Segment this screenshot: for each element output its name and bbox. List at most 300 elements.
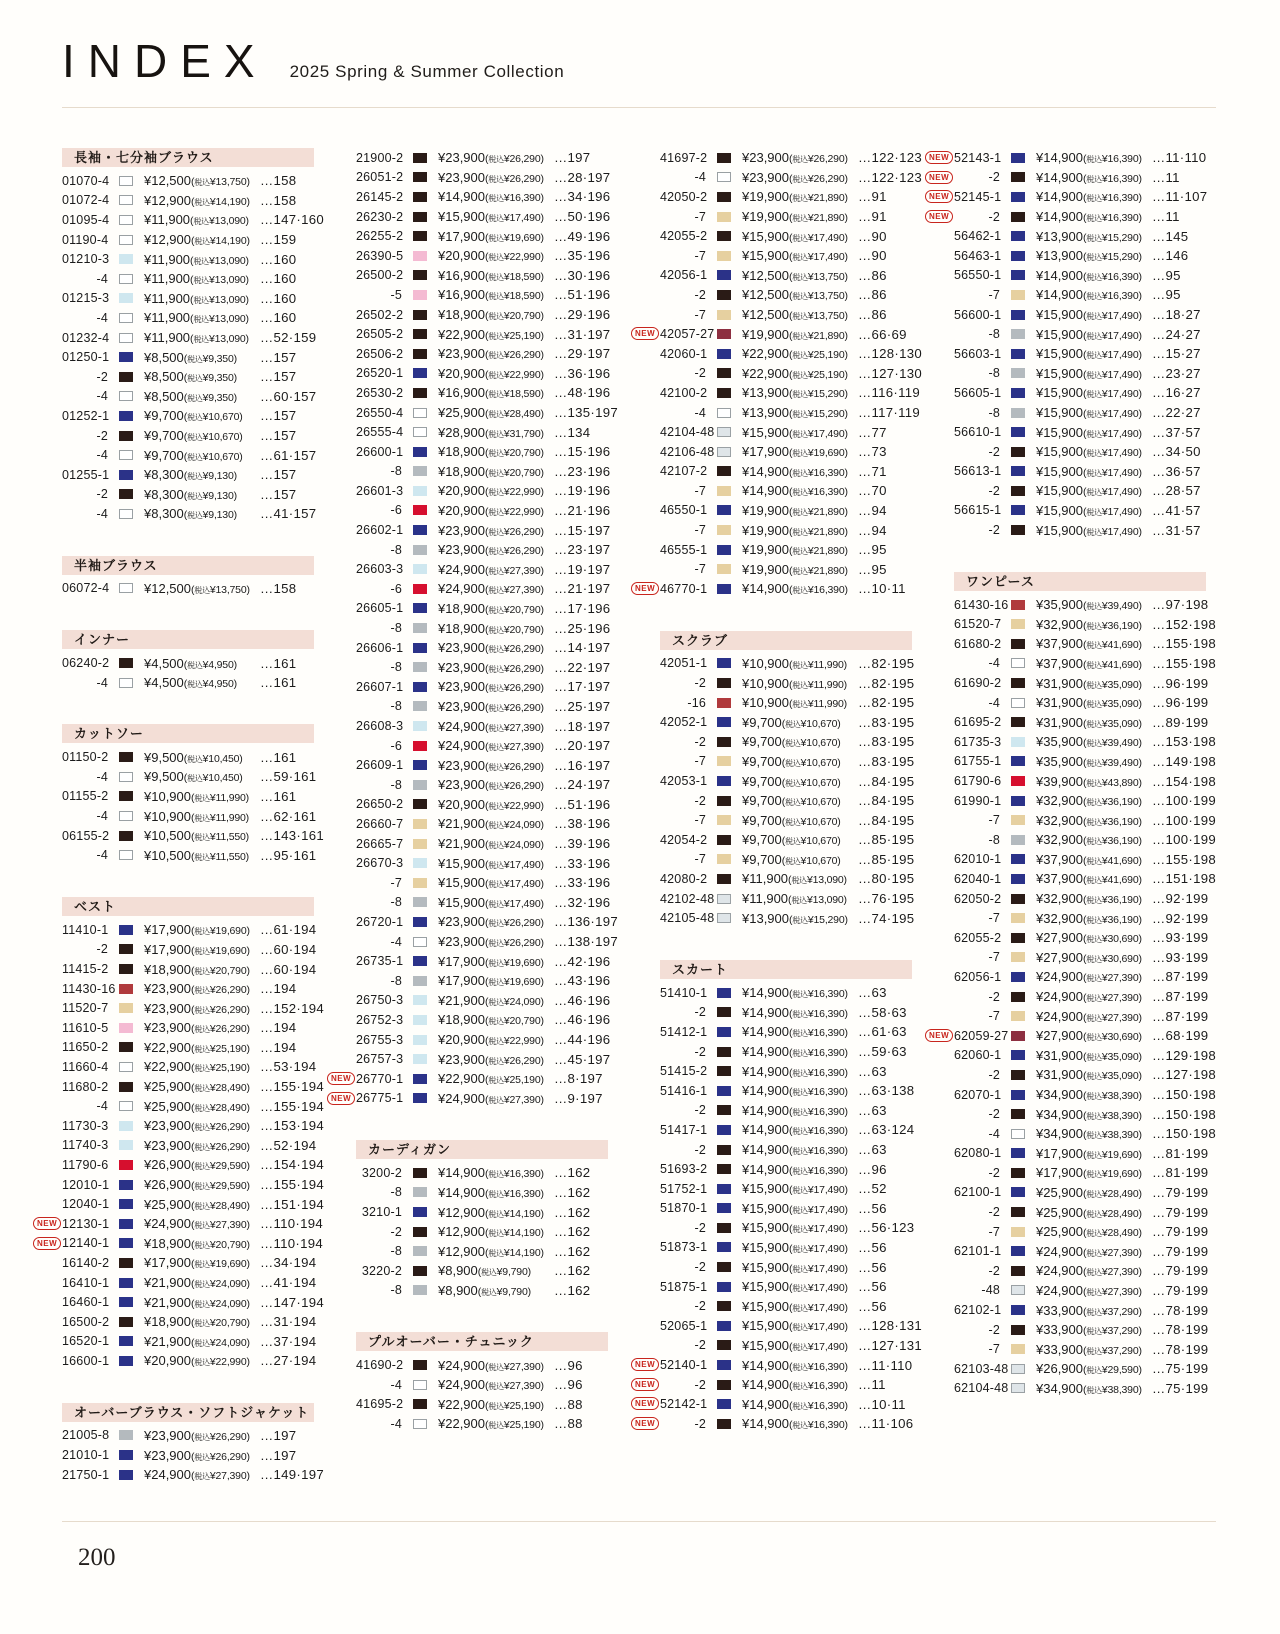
product-code: 11610-5 <box>62 1020 109 1035</box>
product-code: -8 <box>390 660 402 675</box>
product-row <box>37 1214 324 1234</box>
page-refs: …59·161 <box>260 769 317 785</box>
product-row <box>954 673 1209 693</box>
price: ¥15,900(税込¥17,490) <box>742 1259 848 1275</box>
product-row <box>954 344 1206 364</box>
product-row <box>62 367 314 387</box>
product-code: 42060-1 <box>660 346 708 361</box>
product-row <box>62 673 314 693</box>
color-swatch-navy <box>1011 153 1025 163</box>
new-badge: NEW <box>925 171 953 184</box>
product-row <box>62 1273 317 1293</box>
price: ¥11,900(税込¥13,090) <box>144 212 249 228</box>
tax-included-price: (税込¥27,390) <box>1083 1011 1142 1024</box>
color-swatch-black <box>1011 1168 1025 1178</box>
page-refs: …37·194 <box>260 1333 317 1349</box>
tax-label: 税込 <box>1086 1366 1102 1376</box>
tax-label: 税込 <box>488 978 504 988</box>
product-row <box>660 364 922 384</box>
product-row <box>660 501 912 521</box>
color-swatch-black <box>1011 639 1025 649</box>
tax-label: 税込 <box>488 1056 504 1066</box>
page-refs: …50·196 <box>554 209 611 225</box>
product-row <box>356 991 611 1011</box>
tax-label: 税込 <box>1086 1209 1102 1219</box>
tax-included-price: (税込¥26,290) <box>789 153 848 166</box>
product-code: 01215-3 <box>62 291 110 306</box>
product-code: 06072-4 <box>62 581 110 596</box>
price: ¥20,900(税込¥22,990) <box>438 796 544 812</box>
product-row <box>356 736 611 756</box>
tax-included-price: (税込¥26,290) <box>789 172 848 185</box>
color-swatch-tan <box>717 486 731 496</box>
product-row <box>62 1038 314 1058</box>
product-row <box>62 426 314 446</box>
price: ¥10,500(税込¥11,550) <box>144 828 249 844</box>
color-swatch-navy <box>717 1086 731 1096</box>
tax-label: 税込 <box>1086 837 1102 847</box>
price: ¥23,900(税込¥26,290) <box>144 1137 250 1153</box>
tax-included-price: (税込¥27,390) <box>485 721 544 734</box>
tax-included-price: (税込¥14,190) <box>485 1246 544 1259</box>
color-swatch-brick <box>717 698 731 708</box>
color-swatch-white <box>119 391 133 401</box>
product-code: 51870-1 <box>660 1201 708 1216</box>
tax-included-price: (税込¥11,550) <box>191 831 249 844</box>
price: ¥20,900(税込¥22,990) <box>438 365 544 381</box>
tax-included-price: (税込¥26,290) <box>485 682 544 695</box>
tax-included-price: (税込¥9,350) <box>183 391 237 404</box>
product-code: 51417-1 <box>660 1122 708 1137</box>
tax-label: 税込 <box>1086 896 1102 906</box>
color-swatch-black <box>717 1419 731 1429</box>
color-swatch-navy <box>1011 466 1025 476</box>
color-swatch-black <box>717 388 731 398</box>
tax-label: 税込 <box>488 351 504 361</box>
product-code: 06155-2 <box>62 828 110 843</box>
product-code: 26607-1 <box>356 679 404 694</box>
tax-included-price: (税込¥15,290) <box>789 388 848 401</box>
color-swatch-white <box>119 678 133 688</box>
tax-included-price: (税込¥17,490) <box>789 231 848 244</box>
price: ¥20,900(税込¥22,990) <box>438 248 544 264</box>
section-header: プルオーバー・チュニック <box>356 1332 608 1351</box>
tax-label: 税込 <box>193 315 209 325</box>
product-row <box>356 1202 608 1222</box>
color-swatch-navy <box>717 1184 731 1194</box>
page-refs: …155·198 <box>1152 851 1216 867</box>
page-refs: …86 <box>858 287 887 303</box>
tax-label: 税込 <box>1086 1092 1102 1102</box>
product-row <box>356 1394 608 1414</box>
product-row <box>929 1026 1209 1046</box>
product-row <box>954 752 1216 772</box>
product-code: 51416-1 <box>660 1083 708 1098</box>
product-row <box>356 462 611 482</box>
page-refs: …161 <box>260 788 297 804</box>
tax-included-price: (税込¥10,670) <box>781 717 841 730</box>
product-code: -7 <box>694 813 706 828</box>
color-swatch-black <box>119 1042 133 1052</box>
page-refs: …157 <box>260 428 297 444</box>
tax-label: 税込 <box>792 586 808 596</box>
color-swatch-tan <box>717 525 731 535</box>
product-code: -2 <box>694 366 706 381</box>
tax-label: 税込 <box>792 1049 808 1059</box>
tax-included-price: (税込¥19,690) <box>485 956 544 969</box>
tax-label: 税込 <box>193 217 209 227</box>
product-row <box>356 893 611 913</box>
new-badge: NEW <box>631 327 659 340</box>
color-swatch-navy <box>119 1199 133 1209</box>
product-code: -2 <box>988 1067 1000 1082</box>
price: ¥14,900(税込¥16,390) <box>1036 287 1142 303</box>
color-swatch-white <box>1011 658 1025 668</box>
page-refs: …154·194 <box>260 1157 324 1173</box>
page-refs: …79·199 <box>1152 1243 1209 1259</box>
tax-included-price: (税込¥10,670) <box>781 815 841 828</box>
tax-label: 税込 <box>488 958 504 968</box>
page-refs: …23·197 <box>554 542 611 558</box>
price: ¥33,900(税込¥37,290) <box>1036 1302 1142 1318</box>
color-swatch-tan <box>1011 1227 1025 1237</box>
product-code: -4 <box>96 506 108 521</box>
product-code: 01190-4 <box>62 232 109 247</box>
tax-label: 税込 <box>1086 253 1102 263</box>
product-row <box>954 634 1216 654</box>
product-row <box>356 305 611 325</box>
color-swatch-navy <box>413 525 427 535</box>
color-swatch-gray <box>1011 329 1025 339</box>
product-code: 42057-27 <box>660 327 715 342</box>
product-code: -6 <box>390 581 402 596</box>
page-refs: …96·199 <box>1152 675 1209 691</box>
product-row <box>954 403 1206 423</box>
page-refs: …159 <box>260 232 297 248</box>
page-refs: …157 <box>260 486 297 502</box>
product-code: 11430-16 <box>62 981 116 996</box>
product-code: -7 <box>988 1009 1000 1024</box>
page-refs: …81·199 <box>1152 1145 1209 1161</box>
product-row <box>356 148 608 168</box>
color-swatch-navy <box>717 1399 731 1409</box>
product-code: 26602-1 <box>356 523 404 538</box>
new-badge: NEW <box>631 1397 659 1410</box>
price: ¥39,900(税込¥43,890) <box>1036 773 1142 789</box>
page-refs: …17·197 <box>554 679 611 695</box>
tax-label: 税込 <box>1086 194 1102 204</box>
tax-included-price: (税込¥19,690) <box>191 1258 250 1271</box>
product-code: 42106-48 <box>660 444 715 459</box>
product-code: 41697-2 <box>660 150 708 165</box>
color-swatch-white <box>119 1101 133 1111</box>
tax-label: 税込 <box>187 393 203 403</box>
product-row <box>954 595 1209 615</box>
product-code: -8 <box>390 542 402 557</box>
tax-label: 税込 <box>1086 174 1102 184</box>
product-code: 01150-2 <box>62 750 109 765</box>
page-refs: …46·196 <box>554 992 611 1008</box>
tax-label: 税込 <box>1086 429 1102 439</box>
page-refs: …73 <box>858 444 887 460</box>
page-refs: …58·63 <box>858 1004 907 1020</box>
tax-label: 税込 <box>792 1342 808 1352</box>
color-swatch-tan <box>413 878 427 888</box>
page-refs: …155·194 <box>260 1098 324 1114</box>
price: ¥10,900(税込¥11,990) <box>144 788 249 804</box>
tax-included-price: (税込¥13,090) <box>190 293 249 306</box>
page-refs: …150·198 <box>1152 1106 1216 1122</box>
product-row <box>929 207 1206 227</box>
tax-included-price: (税込¥13,090) <box>190 313 249 326</box>
product-row <box>954 1163 1209 1183</box>
price: ¥11,900(税込¥13,090) <box>144 310 249 326</box>
page-refs: …150·198 <box>1152 1126 1216 1142</box>
tax-included-price: (税込¥29,590) <box>191 1180 250 1193</box>
tax-label: 税込 <box>488 625 504 635</box>
product-row <box>62 308 314 328</box>
tax-label: 税込 <box>194 1064 210 1074</box>
tax-label: 税込 <box>488 664 504 674</box>
tax-included-price: (税込¥17,490) <box>1083 329 1142 342</box>
color-swatch-white <box>717 172 731 182</box>
product-code: -7 <box>988 287 1000 302</box>
color-swatch-white <box>119 215 133 225</box>
product-row <box>635 1394 912 1414</box>
page-refs: …129·198 <box>1152 1047 1216 1063</box>
tax-included-price: (税込¥17,490) <box>1083 427 1142 440</box>
page-refs: …78·199 <box>1152 1341 1209 1357</box>
tax-label: 税込 <box>1086 641 1102 651</box>
tax-included-price: (税込¥17,490) <box>485 878 544 891</box>
price: ¥17,900(税込¥19,690) <box>144 1255 250 1271</box>
color-swatch-red <box>413 584 427 594</box>
new-badge: NEW <box>925 151 953 164</box>
product-row <box>660 771 915 791</box>
color-swatch-black <box>119 658 133 668</box>
product-code: -7 <box>694 209 706 224</box>
page-refs: …96·199 <box>1152 695 1209 711</box>
tax-included-price: (税込¥16,390) <box>789 1125 848 1138</box>
color-swatch-ltblue <box>413 486 427 496</box>
product-code: 62100-1 <box>954 1185 1002 1200</box>
product-row <box>660 810 915 830</box>
product-code: 21750-1 <box>62 1467 110 1482</box>
product-code: -2 <box>988 170 1000 185</box>
tax-included-price: (税込¥35,090) <box>1083 678 1142 691</box>
product-code: 26502-2 <box>356 307 404 322</box>
color-swatch-black <box>413 1266 427 1276</box>
color-swatch-navy <box>413 1207 427 1217</box>
tax-included-price: (税込¥39,490) <box>1083 737 1142 750</box>
color-swatch-black <box>717 192 731 202</box>
tax-included-price: (税込¥10,670) <box>781 835 841 848</box>
tax-label: 税込 <box>488 1076 504 1086</box>
page-refs: …63·124 <box>858 1122 915 1138</box>
price: ¥15,900(税込¥17,490) <box>1036 346 1142 362</box>
product-row <box>356 1222 608 1242</box>
tax-included-price: (税込¥16,390) <box>485 192 544 205</box>
product-code: 01250-1 <box>62 350 110 365</box>
tax-included-price: (税込¥41,690) <box>1083 874 1142 887</box>
product-code: 26665-7 <box>356 836 404 851</box>
product-code: 62059-27 <box>954 1028 1009 1043</box>
price: ¥35,900(税込¥39,490) <box>1036 734 1142 750</box>
tax-included-price: (税込¥16,390) <box>789 1380 848 1393</box>
price: ¥9,500(税込¥10,450) <box>144 769 243 785</box>
page-refs: …86 <box>858 267 887 283</box>
footer-rule <box>62 1521 1216 1522</box>
product-code: -8 <box>390 1283 402 1298</box>
tax-included-price: (税込¥16,390) <box>1083 290 1142 303</box>
product-code: 26500-2 <box>356 268 404 283</box>
color-swatch-black <box>413 329 427 339</box>
price: ¥34,900(税込¥38,390) <box>1036 1106 1142 1122</box>
product-row <box>660 1296 912 1316</box>
page-refs: …34·196 <box>554 189 611 205</box>
page-refs: …23·196 <box>554 463 611 479</box>
product-code: 26720-1 <box>356 914 404 929</box>
color-swatch-black <box>717 1105 731 1115</box>
tax-label: 税込 <box>488 566 504 576</box>
product-row <box>660 1042 912 1062</box>
price: ¥14,900(税込¥16,390) <box>742 463 848 479</box>
color-swatch-gray <box>119 1430 133 1440</box>
price: ¥9,700(税込¥10,670) <box>742 773 841 789</box>
tax-label: 税込 <box>1086 468 1102 478</box>
product-row <box>954 226 1206 246</box>
tax-label: 税込 <box>792 507 808 517</box>
tax-included-price: (税込¥27,390) <box>1083 1285 1142 1298</box>
tax-label: 税込 <box>488 1209 504 1219</box>
product-code: 62102-1 <box>954 1303 1002 1318</box>
color-swatch-black <box>1011 212 1025 222</box>
tax-label: 税込 <box>488 919 504 929</box>
color-swatch-black <box>717 1301 731 1311</box>
page-refs: …28·57 <box>1152 483 1201 499</box>
color-swatch-ltblue <box>413 564 427 574</box>
index-column <box>929 148 1216 1398</box>
color-swatch-black <box>1011 1207 1025 1217</box>
tax-included-price: (税込¥43,890) <box>1083 776 1142 789</box>
product-code: 41690-2 <box>356 1358 404 1373</box>
product-code: -2 <box>694 287 706 302</box>
product-row <box>660 869 915 889</box>
product-row <box>660 654 915 674</box>
product-row <box>62 826 324 846</box>
tax-included-price: (税込¥16,390) <box>789 1047 848 1060</box>
color-swatch-white <box>413 1380 427 1390</box>
product-code: 51693-2 <box>660 1162 708 1177</box>
product-row <box>954 501 1206 521</box>
product-row <box>356 1049 611 1069</box>
tax-included-price: (税込¥29,590) <box>1083 1364 1142 1377</box>
page-refs: …154·198 <box>1152 773 1216 789</box>
tax-label: 税込 <box>792 370 808 380</box>
tax-included-price: (税込¥22,990) <box>485 368 544 381</box>
product-row <box>356 540 611 560</box>
page-refs: …96 <box>554 1377 583 1393</box>
tax-label: 税込 <box>792 1421 808 1431</box>
color-swatch-ltblue <box>413 1035 427 1045</box>
price: ¥15,900(税込¥17,490) <box>742 1220 848 1236</box>
color-swatch-red <box>413 741 427 751</box>
product-code: 26230-2 <box>356 209 404 224</box>
product-code: -2 <box>694 734 706 749</box>
tax-included-price: (税込¥13,090) <box>190 333 249 346</box>
tax-included-price: (税込¥20,790) <box>485 623 544 636</box>
tax-included-price: (税込¥16,390) <box>789 1066 848 1079</box>
tax-label: 税込 <box>1086 1385 1102 1395</box>
tax-included-price: (税込¥22,990) <box>485 251 544 264</box>
product-code: -2 <box>988 444 1000 459</box>
product-row <box>660 226 912 246</box>
tax-included-price: (税込¥27,390) <box>485 741 544 754</box>
product-code: 26600-1 <box>356 444 404 459</box>
tax-label: 税込 <box>488 547 504 557</box>
color-swatch-black <box>119 791 133 801</box>
tax-included-price: (税込¥17,490) <box>789 1321 848 1334</box>
tax-included-price: (税込¥26,290) <box>191 1003 250 1016</box>
product-code: -2 <box>694 1220 706 1235</box>
tax-included-price: (税込¥19,690) <box>485 976 544 989</box>
price: ¥37,900(税込¥41,690) <box>1036 871 1142 887</box>
color-swatch-navy <box>717 545 731 555</box>
price: ¥24,900(税込¥27,390) <box>1036 1282 1142 1298</box>
tax-included-price: (税込¥16,390) <box>789 486 848 499</box>
tax-label: 税込 <box>187 354 203 364</box>
tax-label: 税込 <box>488 899 504 909</box>
product-code: -2 <box>96 487 108 502</box>
tax-included-price: (税込¥17,490) <box>1083 349 1142 362</box>
tax-included-price: (税込¥10,670) <box>781 796 841 809</box>
page-refs: …56 <box>858 1259 887 1275</box>
price: ¥18,900(税込¥20,790) <box>438 444 544 460</box>
product-code: 62010-1 <box>954 852 1002 867</box>
product-code: 12140-1 <box>62 1236 110 1251</box>
color-swatch-black <box>717 290 731 300</box>
page-refs: …160 <box>260 271 297 287</box>
price: ¥15,900(税込¥17,490) <box>742 1298 848 1314</box>
product-row <box>660 266 912 286</box>
tax-included-price: (税込¥20,790) <box>485 310 544 323</box>
new-badge: NEW <box>327 1072 355 1085</box>
tax-label: 税込 <box>792 1205 808 1215</box>
color-swatch-black <box>1011 525 1025 535</box>
product-row <box>331 1089 608 1109</box>
tax-label: 税込 <box>194 1260 210 1270</box>
product-code: 51410-1 <box>660 985 708 1000</box>
page-refs: …155·198 <box>1152 636 1216 652</box>
tax-label: 税込 <box>488 743 504 753</box>
tax-included-price: (税込¥19,690) <box>1083 1148 1142 1161</box>
color-swatch-black <box>1011 933 1025 943</box>
product-row <box>954 1006 1209 1026</box>
product-code: -8 <box>988 366 1000 381</box>
color-swatch-ltgray <box>1011 1383 1025 1393</box>
product-code: 11520-7 <box>62 1001 109 1016</box>
tax-included-price: (税込¥26,290) <box>485 643 544 656</box>
product-row <box>356 442 611 462</box>
product-code: -7 <box>694 307 706 322</box>
color-swatch-navy <box>1011 756 1025 766</box>
color-swatch-black <box>717 737 731 747</box>
page-refs: …155·198 <box>1152 655 1216 671</box>
tax-included-price: (税込¥26,290) <box>191 1121 250 1134</box>
product-code: -7 <box>988 1342 1000 1357</box>
tax-included-price: (税込¥10,670) <box>183 431 243 444</box>
price: ¥21,900(税込¥24,090) <box>438 992 544 1008</box>
